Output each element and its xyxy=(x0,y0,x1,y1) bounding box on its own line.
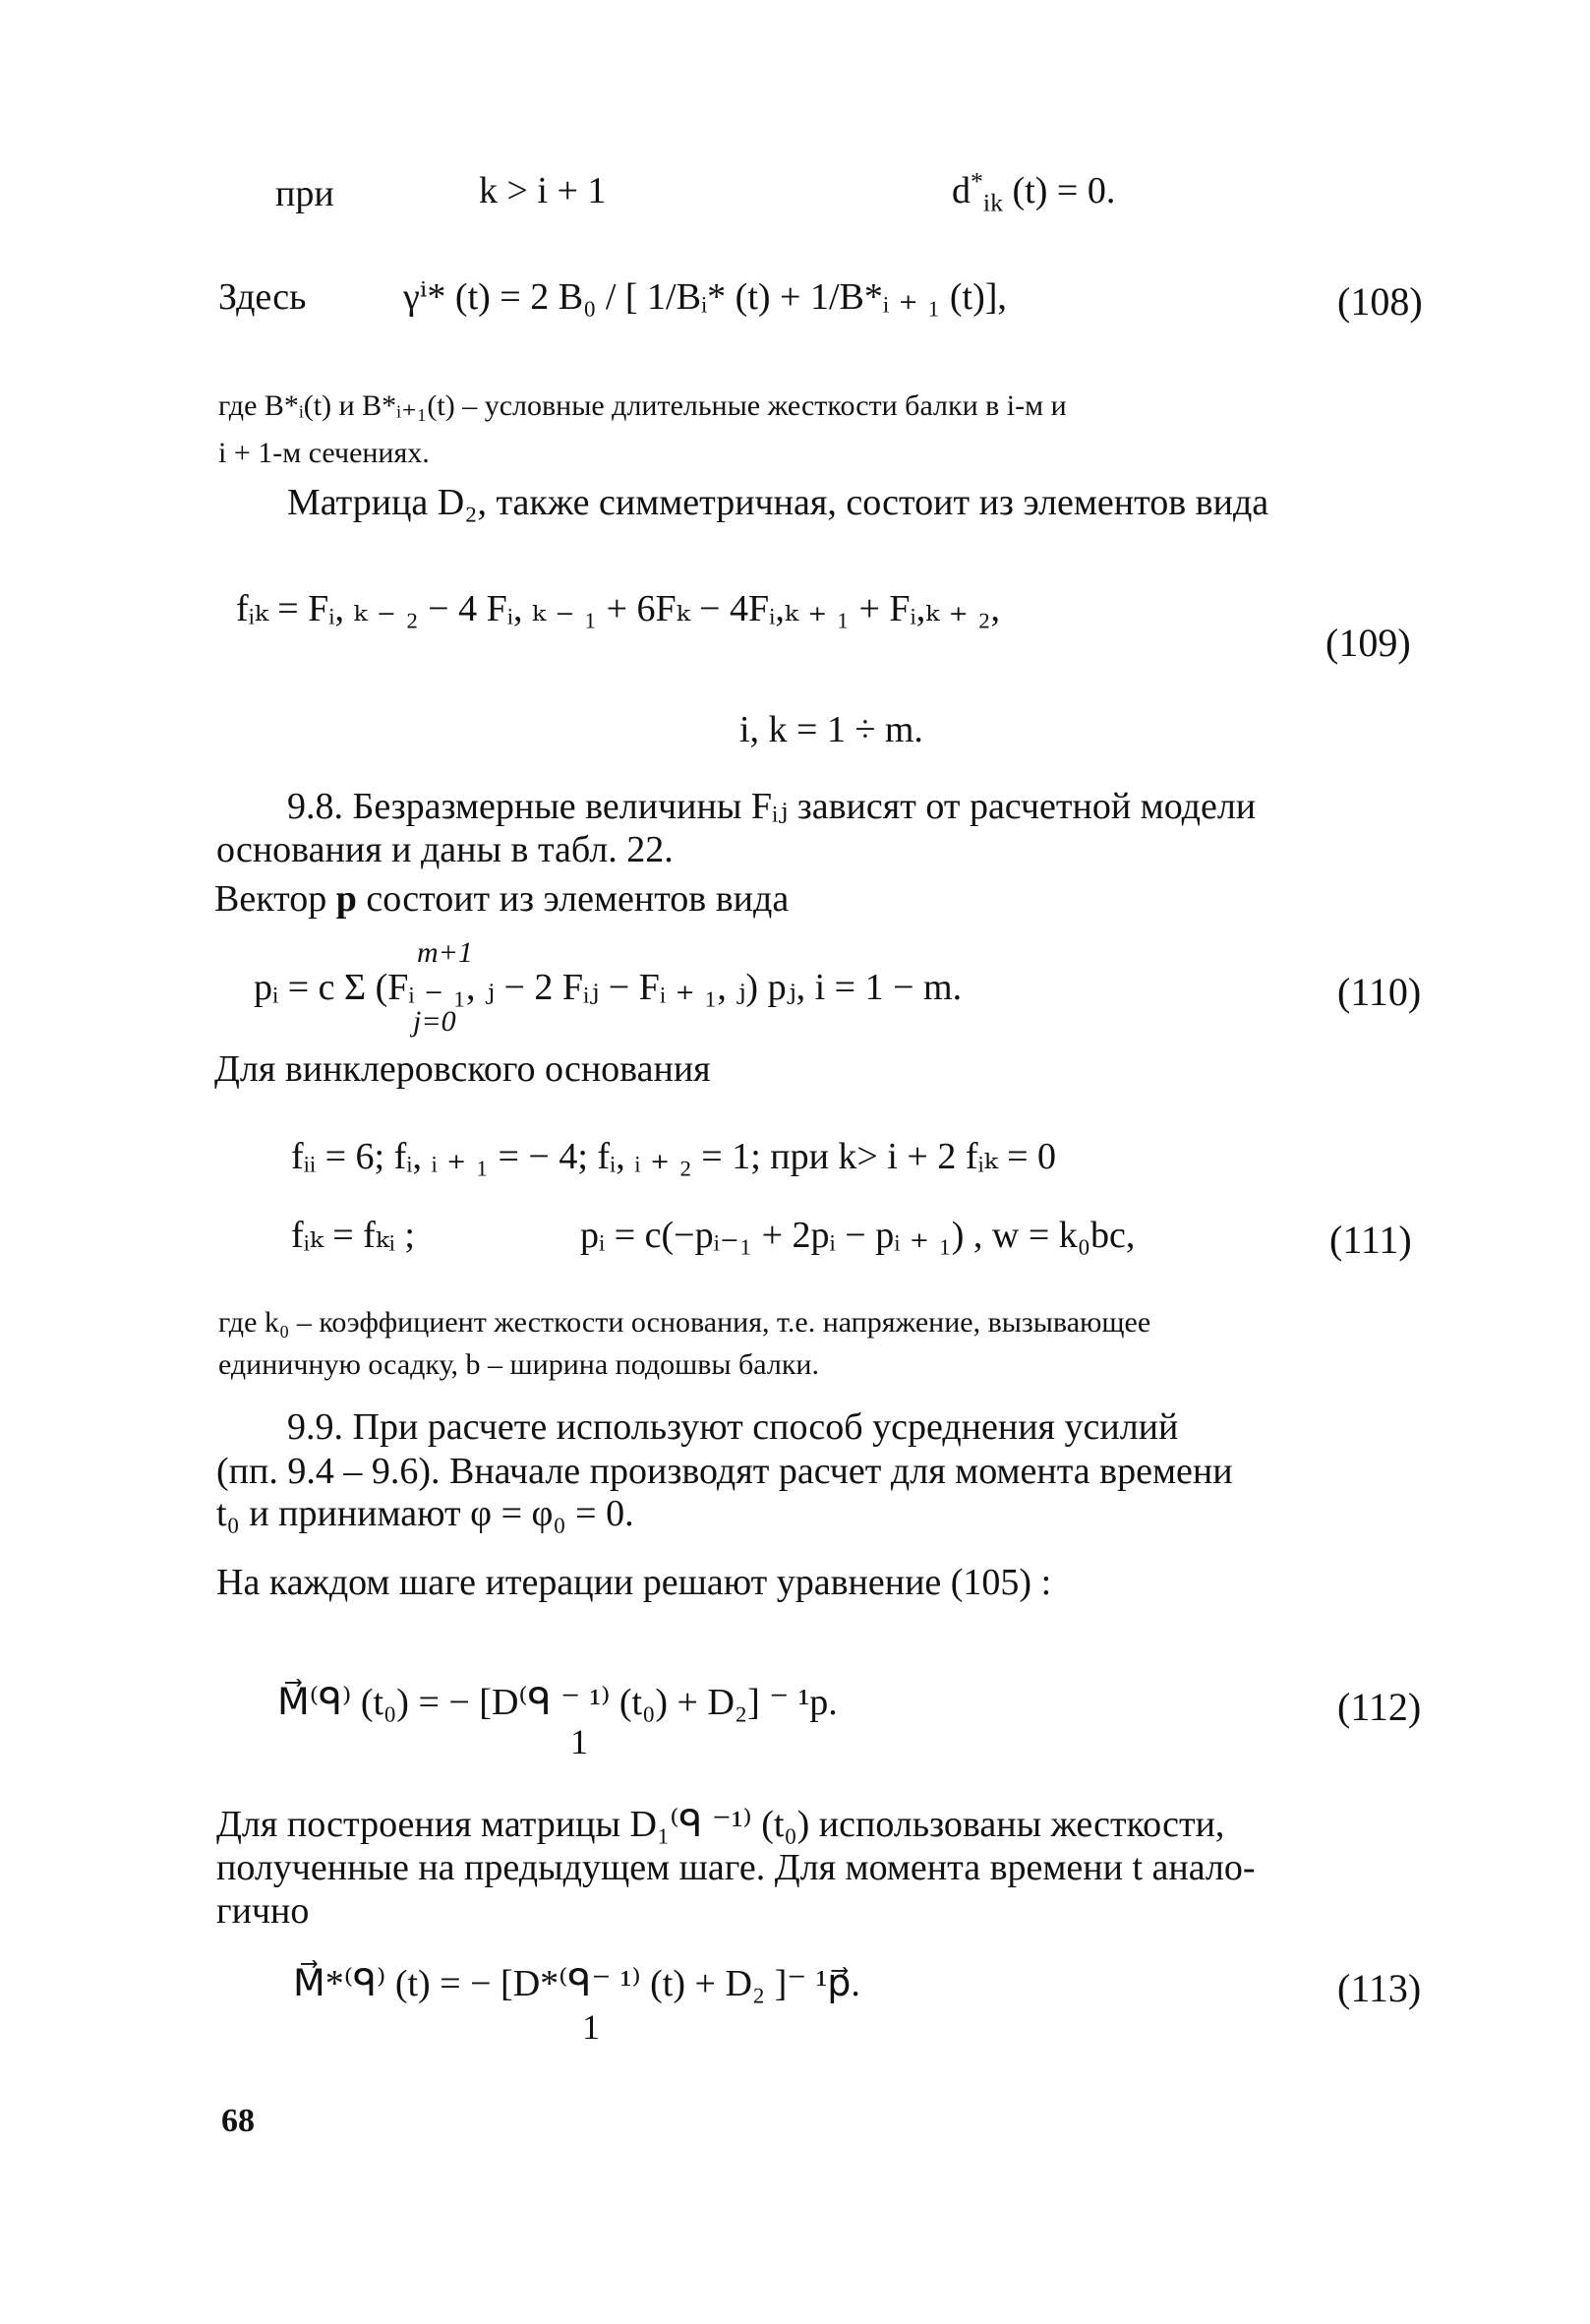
where-text-1: где B*ᵢ(t) и B*ᵢ₊₁(t) – условные длительные жесткости балки в i-м и xyxy=(218,389,1067,422)
winkler-text: Для винклеровского основания xyxy=(214,1048,711,1090)
vector-p-text: Вектор p состоит из элементов вида xyxy=(214,878,790,920)
condition-label: при xyxy=(275,173,334,214)
section-9-9-line-1: 9.9. При расчете используют способ усреднения усилий xyxy=(287,1406,1179,1448)
construct-line-1: Для построения матрицы D₁⁽ᑫ ⁻¹⁾ (t₀) использованы жесткости, xyxy=(216,1804,1225,1845)
equation-number-112: (112) xyxy=(1337,1685,1422,1729)
equation-109: fᵢₖ = Fᵢ, ₖ ₋ ₂ − 4 Fᵢ, ₖ ₋ ₁ + 6Fₖ − 4Fᵢ,ₖ ₊ ₁ + Fᵢ,ₖ ₊ ₂, xyxy=(236,588,1000,629)
equation-number-109: (109) xyxy=(1325,621,1411,665)
equation-111-line-1: fᵢᵢ = 6; fᵢ, ᵢ ₊ ₁ = − 4; fᵢ, ᵢ ₊ ₂ = 1; при k> i + 2 fᵢₖ = 0 xyxy=(291,1136,1057,1177)
equation-number-108: (108) xyxy=(1337,279,1423,324)
condition-result: $d^*_{ik}$ (t) = 0. xyxy=(952,166,1116,217)
construct-line-2: полученные на предыдущем шаге. Для момента времени t анало- xyxy=(216,1847,1256,1888)
here-label: Здесь xyxy=(218,276,307,318)
equation-110: pᵢ = c Σ (Fᵢ ₋ ₁, ⱼ − 2 Fᵢⱼ − Fᵢ ₊ ₁, ⱼ) pⱼ, i = 1 − m. xyxy=(254,967,963,1008)
each-step-text: На каждом шаге итерации решают уравнение (105) : xyxy=(216,1562,1052,1603)
where-text-1b: i + 1-м сечениях. xyxy=(218,437,430,469)
section-9-8-line-1: 9.8. Безразмерные величины Fᵢⱼ зависят от расчетной модели xyxy=(287,786,1257,827)
construct-line-3: гично xyxy=(216,1890,310,1932)
equation-110-lower-limit: j=0 xyxy=(413,1005,456,1038)
section-9-9-line-2: (пп. 9.4 – 9.6). Вначале производят расчет для момента времени xyxy=(216,1451,1233,1492)
page-number: 68 xyxy=(221,2103,255,2139)
equation-111-fik: fᵢₖ = fₖᵢ ; xyxy=(291,1215,415,1256)
equation-109-range: i, k = 1 ÷ m. xyxy=(739,709,923,750)
matrix-d2-text: Матрица D₂, также симметричная, состоит из элементов вида xyxy=(287,482,1269,523)
equation-111-pi: pᵢ = c(−pᵢ₋₁ + 2pᵢ − pᵢ ₊ ₁) , w = k₀bc, xyxy=(580,1215,1136,1256)
equation-110-upper-limit: m+1 xyxy=(417,936,473,969)
equation-number-111: (111) xyxy=(1329,1218,1412,1262)
equation-112: M⃗⁽ᑫ⁾ (t₀) = − [D⁽ᑫ ⁻ ¹⁾ (t₀) + D₂] ⁻ ¹p. xyxy=(277,1682,838,1723)
equation-number-110: (110) xyxy=(1337,970,1422,1014)
equation-113-subscript: 1 xyxy=(582,2007,600,2047)
condition-expression: k > i + 1 xyxy=(479,170,607,211)
equation-112-subscript: 1 xyxy=(570,1722,588,1761)
equation-113: M⃗*⁽ᑫ⁾ (t) = − [D*⁽ᑫ⁻ ¹⁾ (t) + D₂ ]⁻ ¹p⃗. xyxy=(293,1963,860,2004)
where-text-2b: единичную осадку, b – ширина подошвы балки. xyxy=(218,1348,819,1381)
equation-number-113: (113) xyxy=(1337,1966,1422,2010)
equation-108: γⁱ* (t) = 2 B₀ / [ 1/Bᵢ* (t) + 1/B*ᵢ ₊ ₁ (t)], xyxy=(403,276,1007,318)
section-9-9-line-3: t₀ и принимают φ = φ₀ = 0. xyxy=(216,1493,634,1534)
where-text-2a: где k₀ – коэффициент жесткости основания, т.е. напряжение, вызывающее xyxy=(218,1306,1151,1339)
section-9-8-line-2: основания и даны в табл. 22. xyxy=(216,829,674,870)
